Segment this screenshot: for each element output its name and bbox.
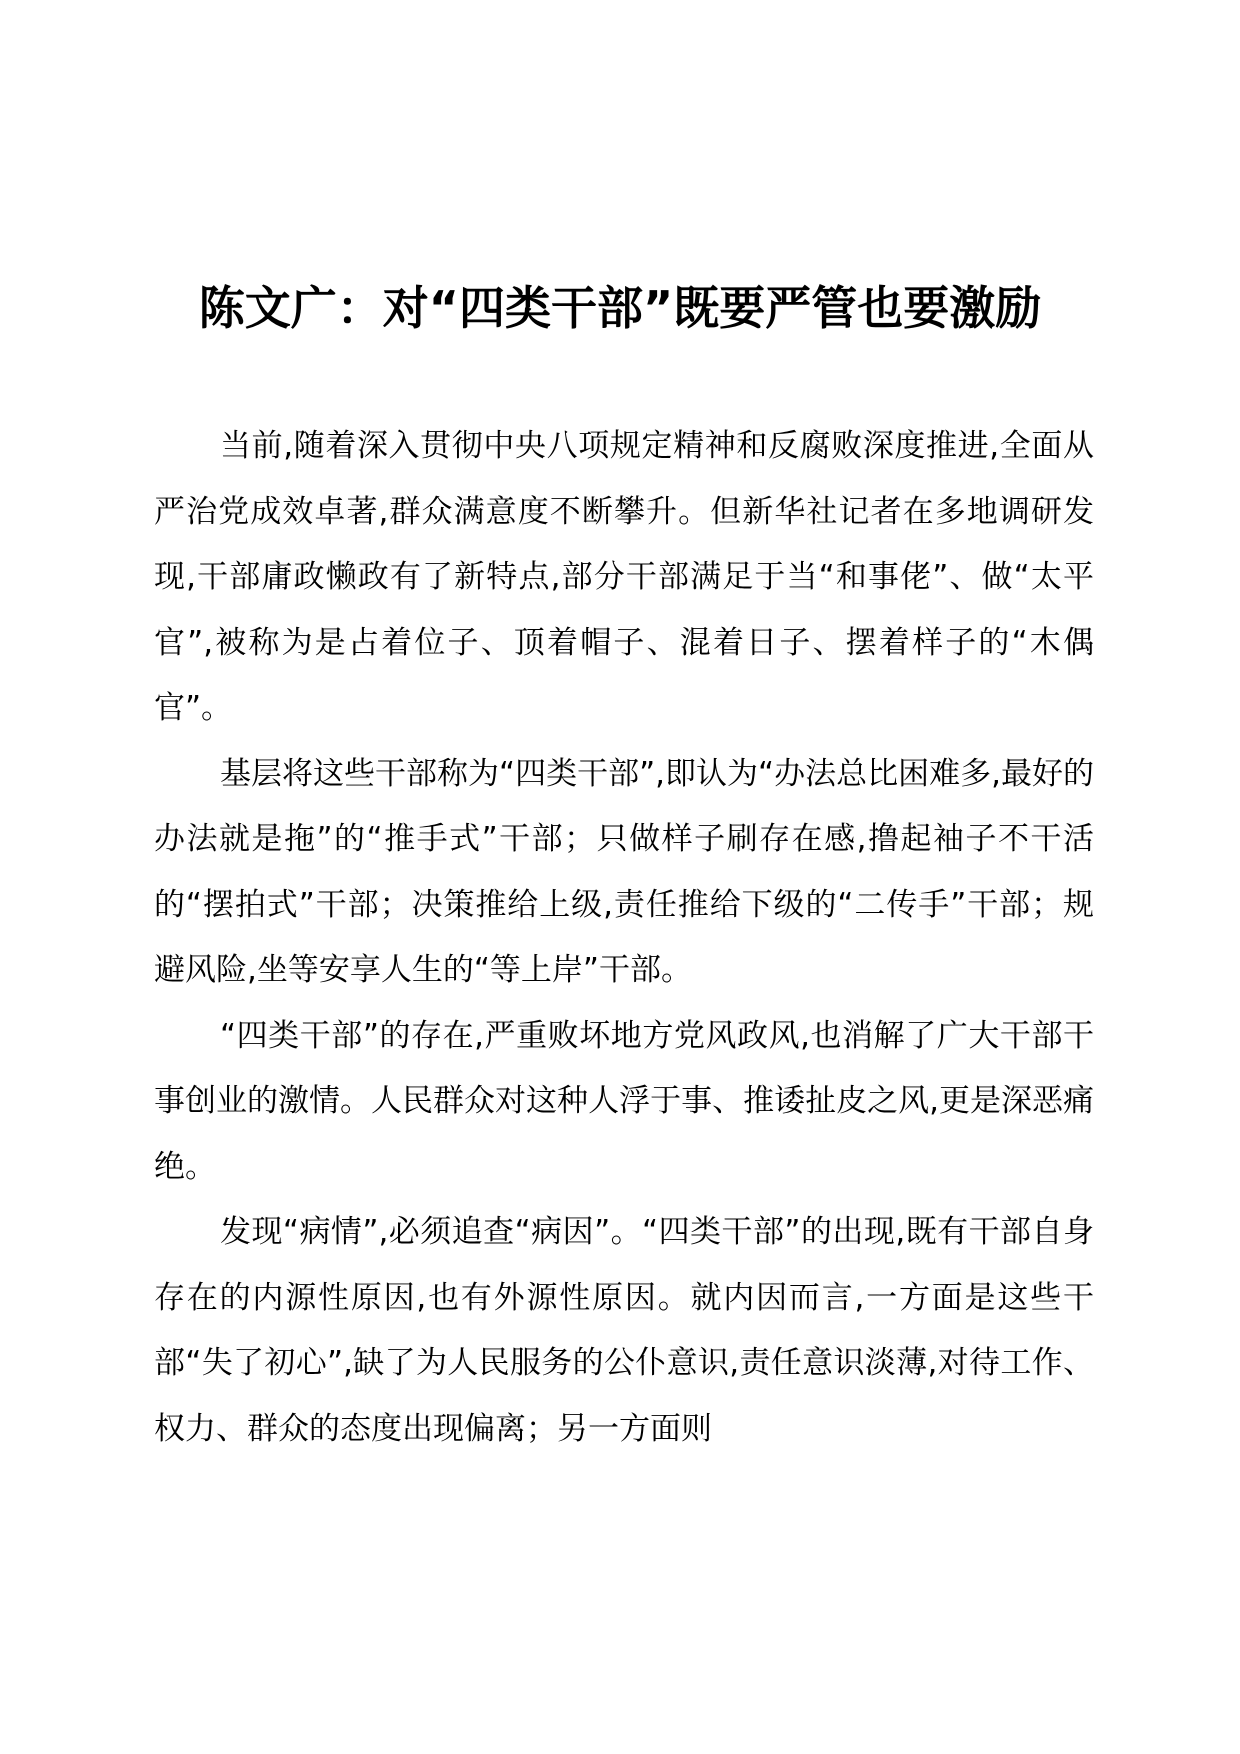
article-title: 陈文广：对“四类干部”既要严管也要激励 [198,281,1042,335]
paragraph-2: 基层将这些干部称为“四类干部”,即认为“办法总比困难多,最好的办法就是拖”的“推手式”干部；只做样子刷存在感,撸起袖子不干活的“摆拍式”干部；决策推给上级,责任推给下级的“二传手”干部；规避风险,坐等安享人生的“等上岸”干部。 [154,755,1094,988]
article-body [154,414,1094,1462]
paragraph-4: 发现“病情”,必须追查“病因”。“四类干部”的出现,既有干部自身存在的内源性原因,也有外源性原因。就内因而言,一方面是这些干部“失了初心”,缺了为人民服务的公仆意识,责任意识淡薄,对待工作、权力、群众的态度出现偏离；另一方面则 [154,1214,1094,1447]
paragraph-3: “四类干部”的存在,严重败坏地方党风政风,也消解了广大干部干事创业的激情。人民群众对这种人浮于事、推诿扯皮之风,更是深恶痛绝。 [154,1017,1094,1185]
paragraph-1: 当前,随着深入贯彻中央八项规定精神和反腐败深度推进,全面从严治党成效卓著,群众满意度不断攀升。但新华社记者在多地调研发现,干部庸政懒政有了新特点,部分干部满足于当“和事佬”、做“太平官”,被称为是占着位子、顶着帽子、混着日子、摆着样子的“木偶官”。 [154,428,1094,726]
